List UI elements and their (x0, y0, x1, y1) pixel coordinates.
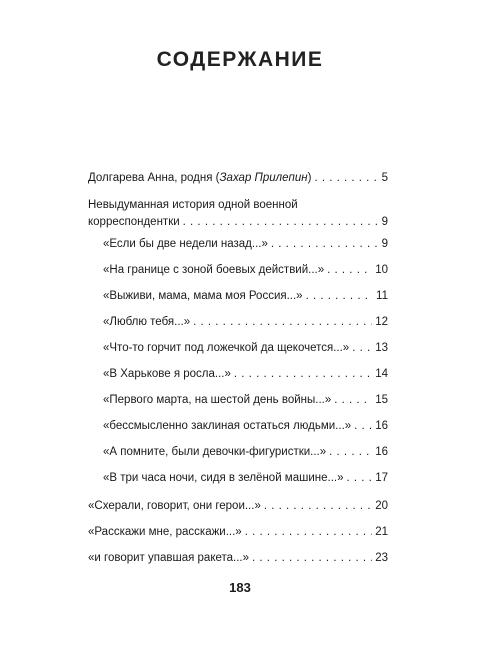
dot-leader (264, 499, 372, 513)
toc-entry-title: «Люблю тебя...» (103, 316, 191, 328)
toc-entry (103, 315, 388, 329)
toc-entry-page: 20 (375, 500, 388, 512)
toc-entry-page: 15 (375, 394, 388, 406)
toc-entry-title: «На границе с зоной боевых действий...» (103, 264, 325, 276)
toc-entry-page: 16 (375, 420, 388, 432)
dot-leader (245, 525, 373, 539)
toc-entry (88, 171, 388, 185)
toc-entry-page: 9 (381, 216, 388, 228)
toc-entry (103, 341, 388, 355)
toc-entry (103, 471, 388, 485)
toc-entry-title: «А помните, были девочки-фигуристки...» (103, 446, 327, 458)
toc-entry-page: 17 (375, 472, 388, 484)
page-number: 183 (229, 580, 251, 595)
toc-entry (103, 237, 388, 251)
dot-leader (271, 237, 379, 251)
dot-leader (234, 367, 372, 381)
dot-leader (183, 215, 379, 229)
toc-entry (103, 393, 388, 407)
toc-entry (103, 263, 388, 277)
toc-entry-page: 13 (375, 342, 388, 354)
toc-entry (103, 289, 388, 303)
page-title: СОДЕРЖАНИЕ (156, 48, 324, 71)
toc-entry (88, 551, 388, 565)
dot-leader (252, 551, 372, 565)
toc-entry (103, 445, 388, 459)
toc-entry-title: «В Харькове я росла...» (103, 368, 231, 380)
toc-entry-page: 10 (375, 264, 388, 276)
toc-entry-page: 23 (375, 552, 388, 564)
dot-leader (327, 263, 372, 277)
toc-entry (88, 499, 388, 513)
toc-entry-title-line2: корреспондентки (88, 216, 180, 228)
dot-leader (354, 419, 372, 433)
toc-entry-title: «Схерали, говорит, они герои...» (88, 500, 261, 512)
toc-entry (88, 198, 388, 229)
toc-entry-title-line1: Невыдуманная история одной военной (88, 199, 298, 211)
toc-entry-title: «Расскажи мне, расскажи...» (88, 526, 242, 538)
dot-leader (306, 289, 373, 303)
toc-entry (88, 525, 388, 539)
toc-entry-title: «бессмысленно заклиная остаться людьми...» (103, 420, 352, 432)
toc-entry-page: 14 (375, 368, 388, 380)
toc-entry-title: «Выживи, мама, мама моя Россия...» (103, 290, 303, 302)
toc-entry-title: Долгарева Анна, родня (Захар Прилепин) (88, 172, 312, 184)
dot-leader (314, 171, 378, 185)
dot-leader (334, 393, 372, 407)
toc-entry-page: 12 (375, 316, 388, 328)
dot-leader (193, 315, 372, 329)
toc-entry-page: 9 (381, 238, 388, 250)
toc-entry-page: 5 (381, 172, 388, 184)
dot-leader (347, 471, 373, 485)
toc-entry (103, 419, 388, 433)
toc-entry-title: «и говорит упавшая ракета...» (88, 552, 250, 564)
toc-entry-page: 11 (376, 290, 388, 302)
toc-entry-page: 21 (375, 526, 388, 538)
toc-entry-page: 16 (375, 446, 388, 458)
toc-entry-title: «Первого марта, на шестой день войны...» (103, 394, 332, 406)
dot-leader (329, 445, 372, 459)
dot-leader (352, 341, 372, 355)
toc-entry-title: «В три часа ночи, сидя в зелёной машине...» (103, 472, 344, 484)
toc-entry-title: «Если бы две недели назад...» (103, 238, 268, 250)
toc-entry (103, 367, 388, 381)
toc-entry-title: «Что-то горчит под ложечкой да щекочется...» (103, 342, 350, 354)
